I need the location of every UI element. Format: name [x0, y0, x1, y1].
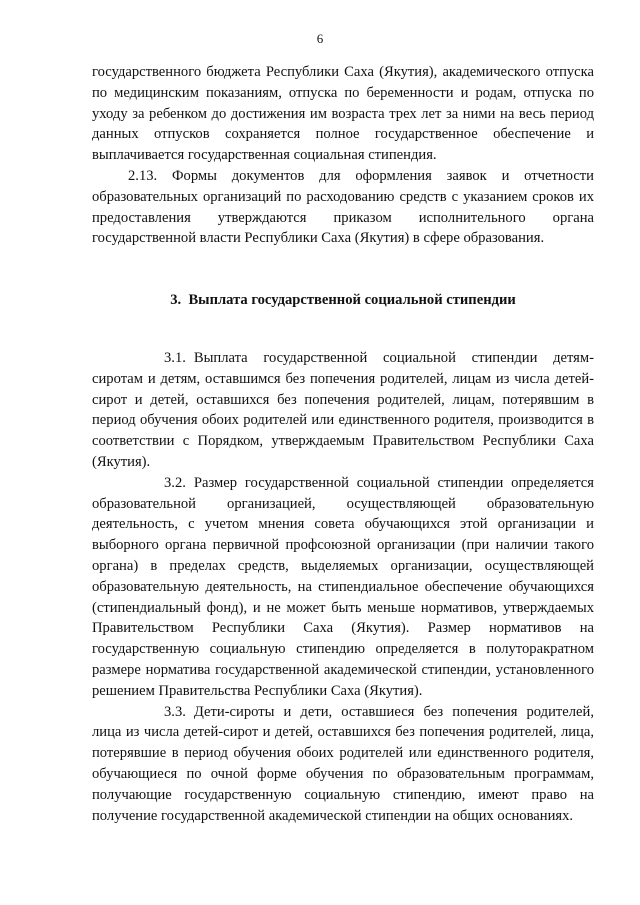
- paragraph-text: Выплата государственной социальной стипендии детям-сиротам и детям, оставшимся без попечения родителей, лицам из числа детей-сирот и детей, оставшихся без попечения родителей, лицам, потерявшим в период обучения обоих родителей или единственного родителя, производится в соответствии с Порядком, утверждаемым Правительством Республики Саха (Якутия).: [92, 349, 594, 470]
- section-number: 3.: [170, 292, 182, 309]
- section-heading: [92, 290, 594, 311]
- paragraph-3-3: [92, 702, 594, 827]
- paragraph-number: 3.1.: [164, 349, 186, 366]
- paragraph-3-1: [92, 348, 594, 473]
- section-title: Выплата государственной социальной стипендии: [188, 292, 516, 309]
- paragraph-text: Дети-сироты и дети, оставшиеся без попечения родителей, лица из числа детей-сирот и детей, оставшихся без попечения родителей, лица, потерявшие в период обучения обоих родителей или единственного родителя, обучающиеся по очной форме обучения по образовательным программам, получающие государственную социальную стипендию, имеют право на получение государственной академической стипендии на общих основаниях.: [92, 703, 594, 824]
- paragraph-number: 3.2.: [164, 474, 186, 491]
- paragraph-3-2: [92, 473, 594, 702]
- paragraph-number: 3.3.: [164, 703, 186, 720]
- paragraph-2-13: 2.13. Формы документов для оформления заявок и отчетности образовательных организаций по расходованию средств с указанием сроков их предоставления утверждаются приказом исполнительного органа государственной власти Республики Саха (Якутия) в сфере образования.: [92, 167, 594, 247]
- paragraph-text: Размер государственной социальной стипендии определяется образовательной организацией, осуществляющей образовательную деятельность, с учетом мнения совета обучающихся этой организации и выборного органа первичной профсоюзной организации (при наличии такого органа) в пределах средств, выделяемых организации, осуществляющей образовательную деятельность, на стипендиальное обеспечение обучающихся (стипендиальный фонд), и не может быть меньше нормативов, утверждаемых Правительством Республики Саха (Якутия). Размер нормативов на государственную социальную стипендию определяется в полуторакратном размере норматива государственной академической стипендии, установленного решением Правительства Республики Саха (Якутия).: [92, 474, 594, 699]
- page-number: 6: [316, 31, 324, 46]
- document-body: [92, 62, 594, 826]
- paragraph-continuation: государственного бюджета Республики Саха (Якутия), академического отпуска по медицинским показаниям, отпуска по беременности и родам, отпуска по уходу за ребенком до достижения им возраста трех лет за ними на весь период данных отпусков сохраняется полное государственное обеспечение и выплачивается государственная социальная стипендия.: [92, 64, 594, 164]
